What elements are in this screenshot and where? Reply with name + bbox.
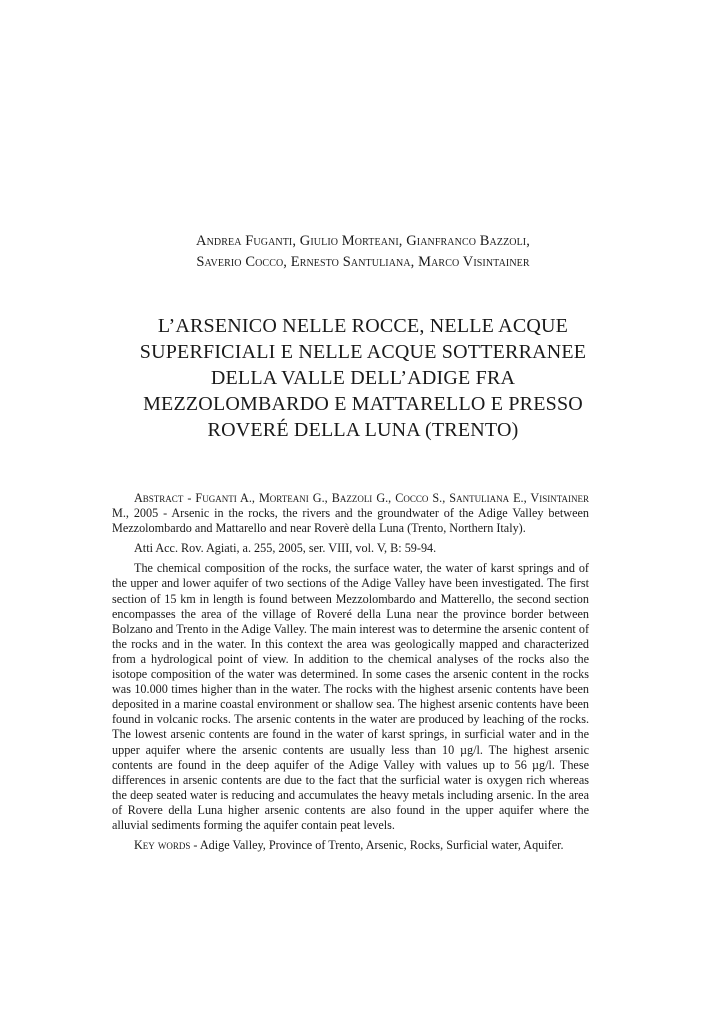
abstract-citation: [112, 491, 589, 536]
title-line-2: SUPERFICIALI E NELLE ACQUE SOTTERRANEE: [139, 341, 587, 363]
title-line-1: L’ARSENICO NELLE ROCCE, NELLE ACQUE: [157, 315, 569, 337]
keywords-paragraph: [112, 838, 589, 853]
title-line-4: MEZZOLOMBARDO E MATTARELLO E PRESSO: [143, 393, 583, 415]
author-line-2: Saverio Cocco, Ernesto Santuliana, Marco Visintainer: [196, 254, 530, 270]
citation-title: 2005 - Arsenic in the rocks, the rivers and the groundwater of the Adige Valley between Mezzolombardo and Mattarello and near Roverè della Luna (Trento, Northern Italy).: [112, 506, 589, 536]
title-line-3: DELLA VALLE DELL’ADIGE FRA: [210, 367, 516, 389]
keywords-label: Key words: [134, 838, 191, 853]
title-line-5: ROVERÉ DELLA LUNA (TRENTO): [207, 419, 519, 441]
journal-source: Atti Acc. Rov. Agiati, a. 255, 2005, ser. VIII, vol. V, B: 59-94.: [134, 541, 437, 556]
abstract-body: The chemical composition of the rocks, the surface water, the water of karst springs and of the upper and lower aquifer of two sections of the Adige Valley have been investigated. The first section of 15 km in length is found between Mezzolombardo and Matterello, the second section encompasses the area of the village of Roveré della Luna near the province border between Bolzano and Trento in the Adige Valley. The main interest was to determine the arsenic content of the rocks and in the water. In this context the area was geologically mapped and characterized from a hydrological point of view. In addition to the chemical analyses of the rocks also the isotope composition of the water was determined. In some cases the arsenic content in the rocks was 10.000 times higher than in the water. The rocks with the highest arsenic contents have been deposited in a marine coastal environment or shallow sea. The highest arsenic contents have been found in volcanic rocks. The arsenic contents in the water are produced by leaching of the rocks. The lowest arsenic contents are found in the water of karst springs, in surficial water and in the upper aquifer where the arsenic contents are usually less than 10 µg/l. The highest arsenic contents are found in the deep aquifer of the Adige Valley with values up to 56 µg/l. These differences in arsenic contents are due to the fact that the surficial water is oxygen rich whereas the deep seated water is reducing and accumulates the heavy metals including arsenic. In the area of Rovere della Luna higher arsenic contents are also found in the upper aquifer where the alluvial sediments forming the aquifer contain peat levels.: [112, 561, 589, 832]
abstract-label: Abstract: [134, 491, 184, 505]
author-list: [110, 231, 616, 273]
keywords-list: - Adige Valley, Province of Trento, Arsenic, Rocks, Surficial water, Aquifer.: [193, 838, 564, 853]
author-line-1: Andrea Fuganti, Giulio Morteani, Gianfranco Bazzoli,: [196, 233, 530, 249]
paper-title: [90, 313, 636, 443]
abstract-section: [112, 491, 589, 853]
citation-authors: - Fuganti A., Morteani G., Bazzoli G., Cocco S., Santuliana E., Visintainer M.,: [112, 491, 590, 521]
